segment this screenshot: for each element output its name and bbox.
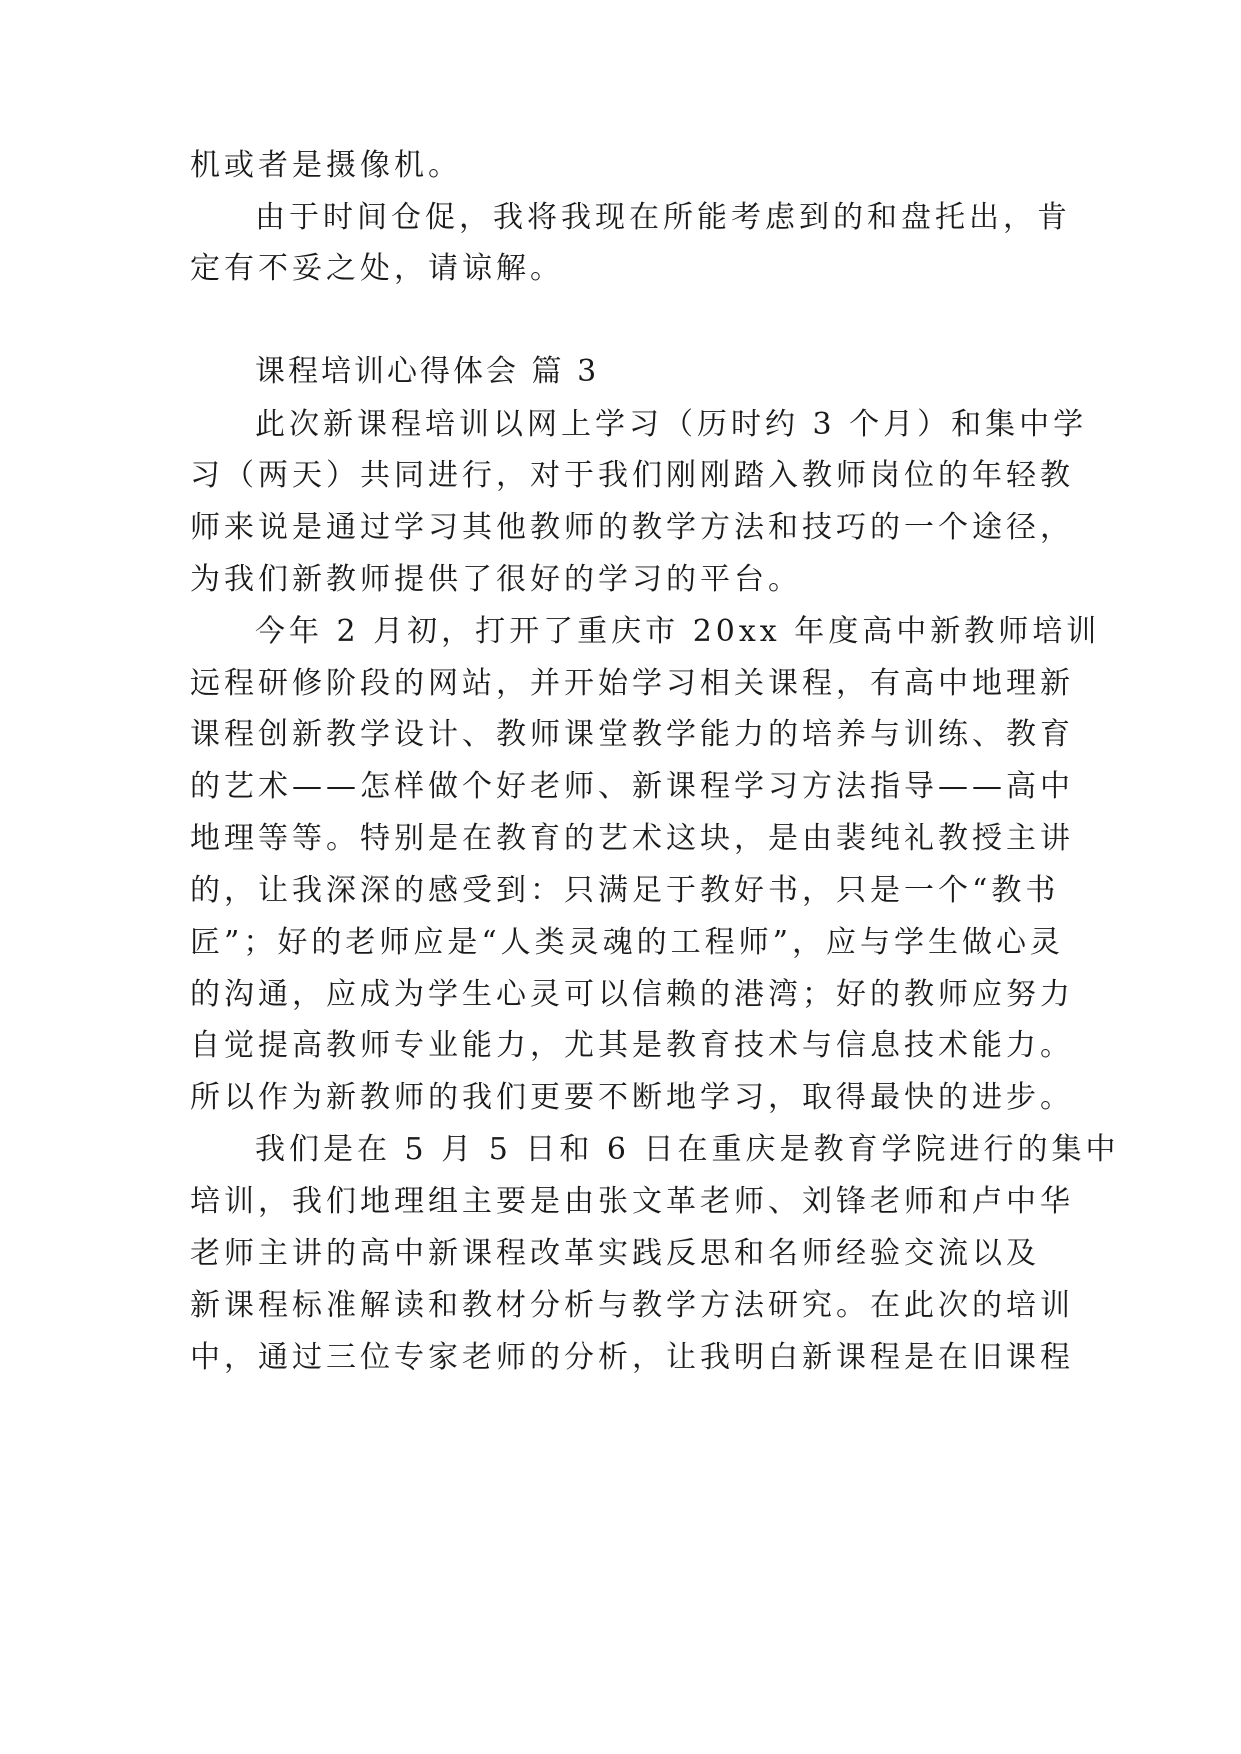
text-line bbox=[0, 1282, 1241, 1330]
text-line bbox=[0, 919, 1241, 967]
text-line bbox=[0, 142, 1241, 190]
line-text: 课程创新教学设计、教师课堂教学能力的培养与训练、教育 bbox=[190, 717, 1074, 752]
line-text: 远程研修阶段的网站，并开始学习相关课程，有高中地理新 bbox=[190, 666, 1074, 701]
text-line bbox=[0, 245, 1241, 293]
line-text: 匠”；好的老师应是“人类灵魂的工程师”，应与学生做心灵 bbox=[190, 925, 1065, 960]
line-text: 的艺术——怎样做个好老师、新课程学习方法指导——高中 bbox=[190, 769, 1074, 804]
line-text: 定有不妥之处，请谅解。 bbox=[190, 251, 564, 286]
text-line bbox=[0, 711, 1241, 759]
section-heading bbox=[0, 348, 1241, 396]
text-line bbox=[0, 1022, 1241, 1070]
paragraph-first-line bbox=[0, 194, 1241, 242]
line-text: 新课程标准解读和教材分析与教学方法研究。在此次的培训 bbox=[190, 1288, 1074, 1323]
paragraph-first-line bbox=[0, 1126, 1241, 1174]
line-text: 机或者是摄像机。 bbox=[190, 148, 462, 183]
line-text: 我们是在 5 月 5 日和 6 日在重庆是教育学院进行的集中 bbox=[255, 1132, 1120, 1167]
line-text: 的沟通，应成为学生心灵可以信赖的港湾；好的教师应努力 bbox=[190, 977, 1074, 1012]
text-line bbox=[0, 504, 1241, 552]
line-text: 培训，我们地理组主要是由张文革老师、刘锋老师和卢中华 bbox=[190, 1184, 1074, 1219]
text-line bbox=[0, 660, 1241, 708]
text-line bbox=[0, 867, 1241, 915]
line-text: 习（两天）共同进行，对于我们刚刚踏入教师岗位的年轻教 bbox=[190, 458, 1074, 493]
paragraph-first-line bbox=[0, 401, 1241, 449]
line-text: 地理等等。特别是在教育的艺术这块，是由裴纯礼教授主讲 bbox=[190, 821, 1074, 856]
text-line bbox=[0, 815, 1241, 863]
line-text: 由于时间仓促，我将我现在所能考虑到的和盘托出，肯 bbox=[255, 200, 1071, 235]
text-line bbox=[0, 452, 1241, 500]
section-heading-text: 课程培训心得体会 篇 3 bbox=[255, 354, 600, 389]
line-text: 所以作为新教师的我们更要不断地学习，取得最快的进步。 bbox=[190, 1080, 1074, 1115]
line-text: 的，让我深深的感受到：只满足于教好书，只是一个“教书 bbox=[190, 873, 1060, 908]
line-text: 此次新课程培训以网上学习（历时约 3 个月）和集中学 bbox=[255, 407, 1088, 442]
line-text: 今年 2 月初，打开了重庆市 20xx 年度高中新教师培训 bbox=[255, 614, 1101, 649]
text-line bbox=[0, 1178, 1241, 1226]
line-text: 自觉提高教师专业能力，尤其是教育技术与信息技术能力。 bbox=[190, 1028, 1074, 1063]
text-line bbox=[0, 1230, 1241, 1278]
line-text: 老师主讲的高中新课程改革实践反思和名师经验交流以及 bbox=[190, 1236, 1040, 1271]
line-text: 中，通过三位专家老师的分析，让我明白新课程是在旧课程 bbox=[190, 1340, 1074, 1375]
text-line bbox=[0, 1074, 1241, 1122]
line-text: 师来说是通过学习其他教师的教学方法和技巧的一个途径， bbox=[190, 510, 1074, 545]
line-text: 为我们新教师提供了很好的学习的平台。 bbox=[190, 562, 802, 597]
text-line bbox=[0, 763, 1241, 811]
text-line bbox=[0, 556, 1241, 604]
text-line bbox=[0, 971, 1241, 1019]
paragraph-first-line bbox=[0, 608, 1241, 656]
text-line bbox=[0, 1334, 1241, 1382]
